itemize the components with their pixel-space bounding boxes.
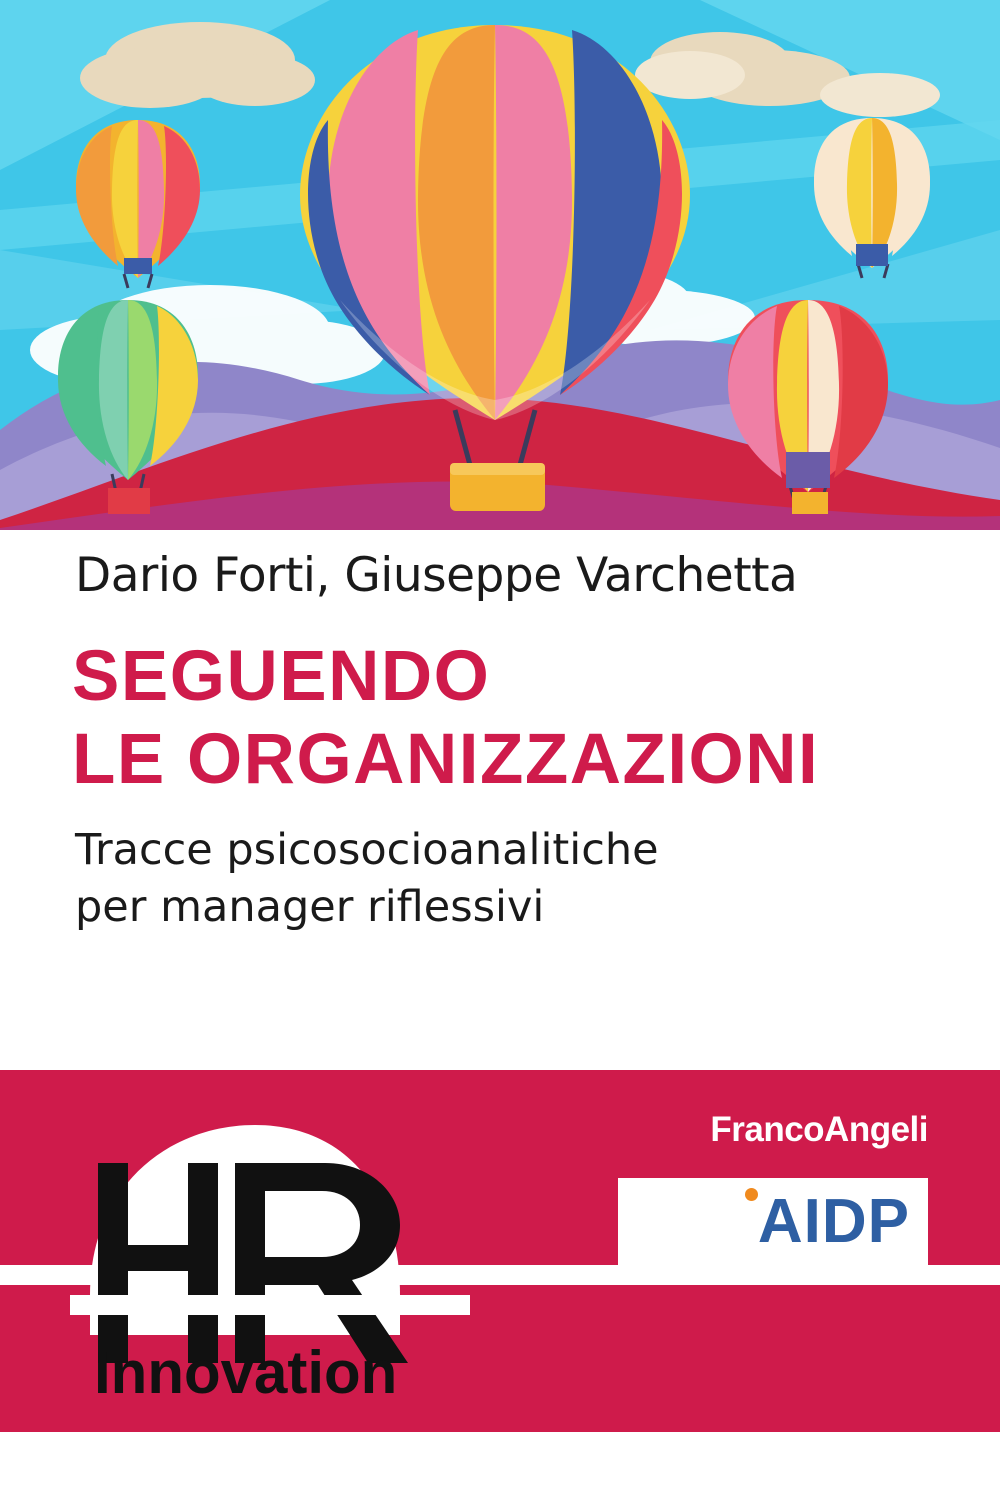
title-block [0, 530, 1000, 1070]
aidp-dot-icon [745, 1188, 758, 1201]
cover-illustration [0, 0, 1000, 530]
title-line-2: LE ORGANIZZAZIONI [72, 720, 820, 800]
authors: Dario Forti, Giuseppe Varchetta [75, 548, 798, 603]
series-logo-word: Innovation [94, 1339, 398, 1405]
publisher-name: FrancoAngeli [710, 1110, 928, 1149]
title-line-1: SEGUENDO [72, 637, 491, 716]
band-bottom-margin [0, 1432, 1000, 1492]
page-title [72, 635, 952, 801]
aidp-text: AIDP [757, 1187, 910, 1256]
subtitle [75, 822, 935, 936]
subtitle-line-1: Tracce psicosocioanalitiche [75, 825, 659, 875]
hr-innovation-logo-icon [70, 1105, 470, 1405]
series-logo [70, 1105, 470, 1405]
aidp-logo [618, 1178, 928, 1268]
subtitle-line-2: per manager riflessivi [75, 882, 545, 933]
balloons-scene-icon [0, 0, 1000, 530]
publisher-block [618, 1110, 928, 1268]
